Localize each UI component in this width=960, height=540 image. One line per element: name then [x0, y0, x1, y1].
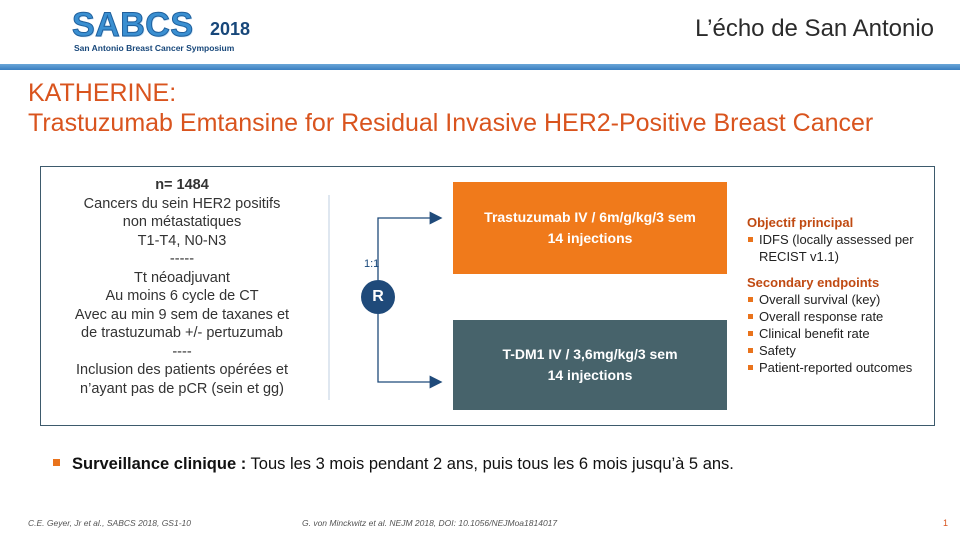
arm1-regimen: Trastuzumab IV / 6m/g/kg/3 sem — [484, 209, 696, 225]
surveillance-bullet — [53, 455, 734, 474]
arm2-regimen: T-DM1 IV / 3,6mg/kg/3 sem — [502, 346, 678, 362]
criteria-line: n’ayant pas de pCR (sein et gg) — [80, 380, 284, 397]
criteria-line: Au moins 6 cycle de CT — [105, 288, 259, 304]
secondary-endpoints-heading: Secondary endpoints — [747, 275, 880, 290]
logo-year: 2018 — [210, 19, 251, 39]
primary-endpoint-list — [747, 231, 927, 265]
header-divider — [0, 64, 960, 70]
endpoint-item: Safety — [747, 342, 927, 359]
footer-reference-1: C.E. Geyer, Jr et al., SABCS 2018, GS1-10 — [28, 518, 191, 528]
page-number: 1 — [942, 518, 948, 528]
endpoint-item: Overall response rate — [747, 308, 927, 325]
arm-trastuzumab — [453, 182, 727, 274]
secondary-endpoint-list — [747, 291, 927, 376]
primary-endpoint-heading: Objectif principal — [747, 215, 854, 230]
endpoint-item: Patient-reported outcomes — [747, 359, 927, 376]
sabcs-logo — [72, 6, 262, 54]
slide-title — [28, 78, 948, 138]
endpoint-item: Clinical benefit rate — [747, 325, 927, 342]
arm2-injections: 14 injections — [547, 367, 633, 383]
logo-text: SABCS — [72, 6, 194, 44]
arm-tdm1 — [453, 320, 727, 410]
randomization-node: R — [361, 280, 395, 314]
arm1-injections: 14 injections — [547, 230, 633, 246]
inclusion-criteria — [52, 176, 312, 398]
endpoint-item: IDFS (locally assessed per RECIST v1.1) — [747, 231, 927, 265]
vertical-divider — [328, 195, 330, 400]
logo-subtitle: San Antonio Breast Cancer Symposium — [74, 43, 235, 53]
criteria-line: T1-T4, N0-N3 — [137, 232, 227, 249]
footer-reference-2: G. von Minckwitz et al. NEJM 2018, DOI: 10.1056/NEJMoa1814017 — [302, 518, 558, 528]
endpoint-item: Overall survival (key) — [747, 291, 927, 308]
criteria-line: Avec au min 9 sem de taxanes et — [74, 306, 290, 323]
surveillance-label: Surveillance clinique : — [72, 455, 247, 473]
criteria-line: Cancers du sein HER2 positifs — [83, 195, 281, 212]
criteria-line: de trastuzumab +/- pertuzumab — [81, 325, 283, 341]
slide-header — [0, 0, 960, 62]
criteria-line: Tt néoadjuvant — [134, 269, 230, 286]
surveillance-text: Tous les 3 mois pendant 2 ans, puis tous les 6 mois jusqu’à 5 ans. — [246, 455, 734, 473]
sample-size: n= 1484 — [155, 177, 209, 193]
bullet-square-icon — [53, 459, 60, 466]
slide-title-line1: KATHERINE: — [28, 79, 177, 107]
endpoints-panel — [747, 214, 927, 376]
criteria-separator: ---- — [172, 343, 192, 360]
criteria-separator: ----- — [169, 251, 195, 267]
slide-title-line2: Trastuzumab Emtansine for Residual Invasive HER2-Positive Breast Cancer — [28, 109, 874, 137]
header-title: L’écho de San Antonio — [695, 15, 934, 42]
criteria-line: non métastatiques — [122, 214, 242, 230]
randomization-ratio: 1:1 — [364, 258, 380, 270]
criteria-line: Inclusion des patients opérées et — [76, 362, 288, 378]
